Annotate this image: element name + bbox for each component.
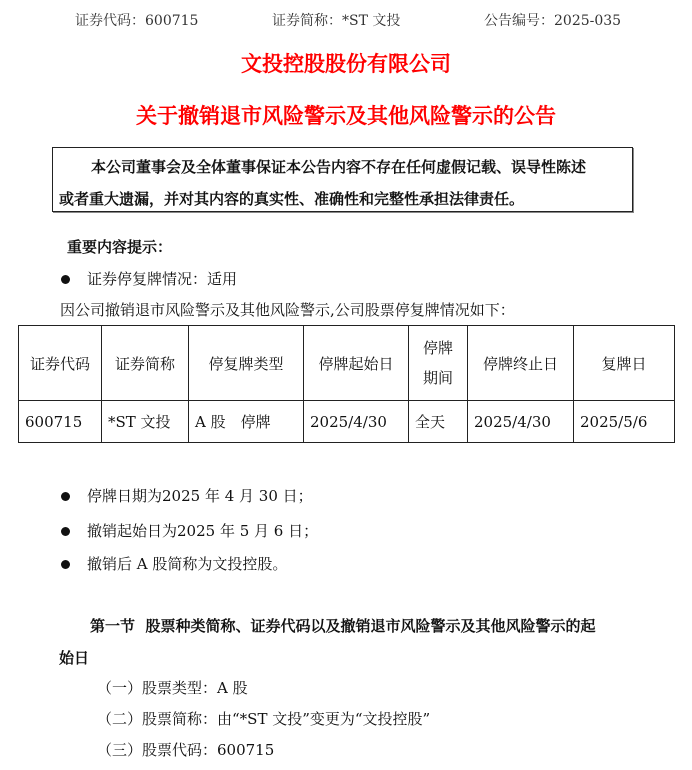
bullet-suspension: 证券停复牌情况：适用 [87, 270, 238, 288]
header-cell: 停牌终止日 [468, 326, 574, 401]
header-cell: 证券代码 [19, 326, 102, 401]
company-title: 文投控股股份有限公司 [241, 52, 451, 76]
notice-title: 关于撤销退市风险警示及其他风险警示的公告 [136, 104, 556, 128]
cell-end-date: 2025/4/30 [468, 401, 574, 443]
table-header-row [19, 326, 675, 401]
cell-short-name: *ST 文投 [102, 401, 189, 443]
header-cell-period [409, 326, 468, 401]
bullet-icon [61, 492, 70, 501]
disclaimer-line-1: 本公司董事会及全体董事保证本公告内容不存在任何虚假记载、误导性陈述 [91, 158, 587, 176]
header-period-label: 停牌期间 [422, 339, 453, 387]
section1-item-stock-type: （一）股票类型：A 股 [97, 679, 248, 697]
bullet-revocation-date: 撤销起始日为2025 年 5 月 6 日； [87, 522, 319, 540]
bullet-icon [61, 275, 70, 284]
bullet-suspension-date: 停牌日期为2025 年 4 月 30 日； [87, 487, 313, 505]
section1-item-stock-code: （三）股票代码：600715 [97, 741, 275, 759]
security-short-name: 证券简称：*ST 文投 [272, 13, 401, 29]
section1-item-short-name: （二）股票简称：由“*ST 文投”变更为“文投控股” [97, 710, 431, 728]
section1-title-line-2: 始日 [59, 649, 90, 667]
header-cell: 复牌日 [574, 326, 675, 401]
cell-start-date: 2025/4/30 [304, 401, 409, 443]
important-heading: 重要内容提示： [67, 238, 173, 256]
cell-resume-date: 2025/5/6 [574, 401, 675, 443]
disclaimer-line-2: 或者重大遗漏，并对其内容的真实性、准确性和完整性承担法律责任。 [59, 190, 525, 208]
table-row [19, 401, 675, 443]
section1-title-line-1: 第一节 股票种类简称、证券代码以及撤销退市风险警示及其他风险警示的起 [90, 617, 596, 635]
notice-number: 公告编号：2025-035 [484, 13, 622, 29]
header-cell: 停复牌类型 [189, 326, 304, 401]
bullet-new-short-name: 撤销后 A 股简称为文投控股。 [87, 555, 288, 573]
intro-paragraph: 因公司撤销退市风险警示及其他风险警示,公司股票停复牌情况如下： [60, 301, 515, 319]
cell-code: 600715 [19, 401, 102, 443]
cell-type: A 股 停牌 [189, 401, 304, 443]
bullet-icon [61, 527, 70, 536]
security-code: 证券代码：600715 [75, 13, 199, 29]
cell-period: 全天 [409, 401, 468, 443]
suspension-table [18, 325, 675, 443]
header-cell: 证券简称 [102, 326, 189, 401]
bullet-icon [61, 560, 70, 569]
disclaimer-box [52, 147, 633, 212]
header-cell: 停牌起始日 [304, 326, 409, 401]
